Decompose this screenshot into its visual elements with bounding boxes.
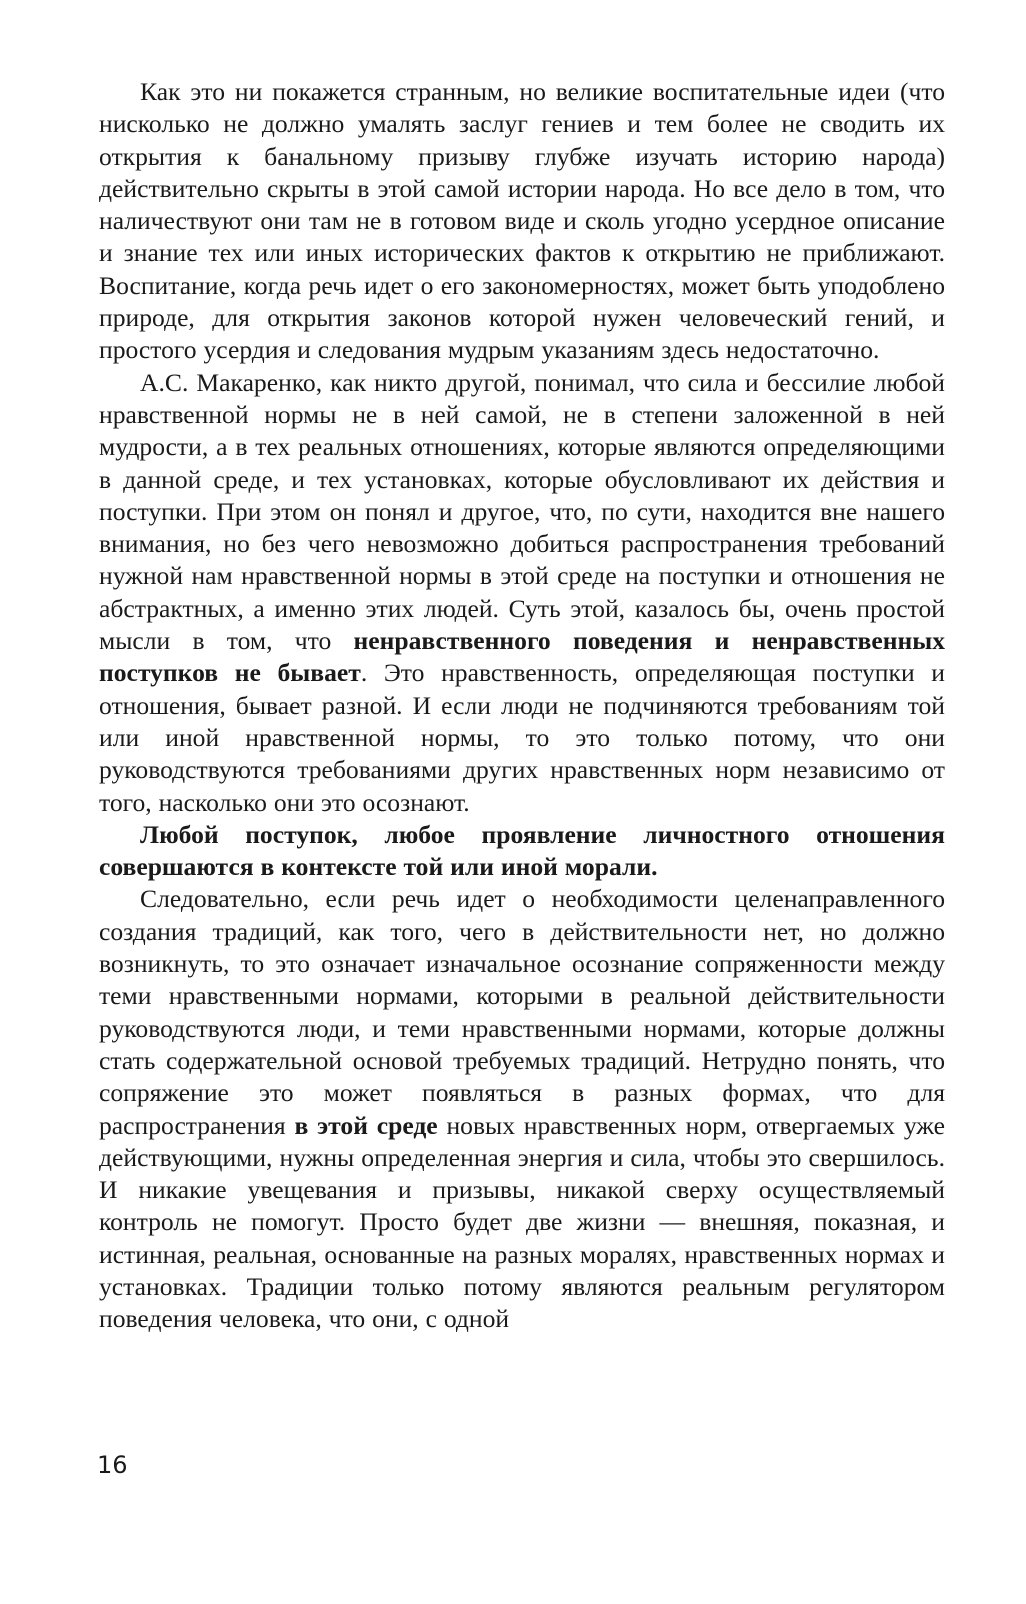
page-number: 16 — [97, 1451, 128, 1479]
paragraph-1 — [99, 76, 945, 367]
paragraph-4-bold-run: в этой среде — [294, 1110, 438, 1140]
paragraph-1-run-1: Как это ни покажется странным, но великие воспитательные идеи (что нисколько не должно умалять заслуг гениев и тем более не сводить их открытия к банальному призыву глубже изучать историю народа) действительно скрыты в этой самой истории народа. Но все дело в том, что наличествуют они там не в готовом виде и сколь угодно усердное описание и знание тех или иных исторических фактов к открытию не приближают. Воспитание, когда речь идет о его закономерностях, может быть уподоблено природе, для открытия законов которой нужен человеческий гений, и простого усердия и следования мудрым указаниям здесь недостаточно. — [99, 77, 945, 365]
paragraph-2-bold-run: ненравственного поведения и ненравственных поступков не бывает — [99, 626, 945, 688]
paragraph-4 — [99, 883, 945, 1335]
paragraph-2 — [99, 367, 945, 819]
body-text — [99, 76, 945, 1336]
paragraph-3-run-1: Любой поступок, любое проявление личностного отношения совершаются в контексте той или иной морали. — [99, 819, 945, 882]
paragraph-2-run-3: . Это нравственность, определяющая поступки и отношения, бывает разной. И если люди не подчиняются требованиям той или иной нравственной нормы, то это только потому, что они руководствуются требованиями других нравственных норм независимо от того, насколько они это осознают. — [99, 658, 945, 817]
paragraph-4-run-3: новых нравственных норм, отвергаемых уже действующими, нужны определенная энергия и сила, чтобы это свершилось. И никакие увещевания и призывы, никакой сверху осуществляемый контроль не помогут. Просто будет две жизни — внешняя, показная, и истинная, реальная, основанные на разных моралях, нравственных нормах и установках. Традиции только потому являются реальным регулятором поведения человека, что они, с одной — [99, 1110, 945, 1334]
paragraph-3-bold-statement — [99, 819, 945, 884]
paragraph-4-run-1: Следовательно, если речь идет о необходимости целенаправленного создания традиций, как того, чего в действительности нет, но должно возникнуть, то это означает изначальное осознание сопряженности между теми нравственными нормами, которыми в реальной действительности руководствуются люди, и теми нравственными нормами, которые должны стать содержательной основой требуемых традиций. Нетрудно понять, что сопряжение это может появляться в разных формах, что для распространения — [99, 884, 945, 1140]
paragraph-2-run-1: А.С. Макаренко, как никто другой, понимал, что сила и бессилие любой нравственной нормы не в ней самой, не в степени заложенной в ней мудрости, а в тех реальных отношениях, которые являются определяющими в данной среде, и тех установках, которые обусловливают их действия и поступки. При этом он понял и другое, что, по сути, находится вне нашего внимания, но без чего невозможно добиться распространения требований нужной нам нравственной нормы в этой среде на поступки и отношения не абстрактных, а именно этих людей. Суть этой, казалось бы, очень простой мысли в том, что — [99, 367, 945, 656]
